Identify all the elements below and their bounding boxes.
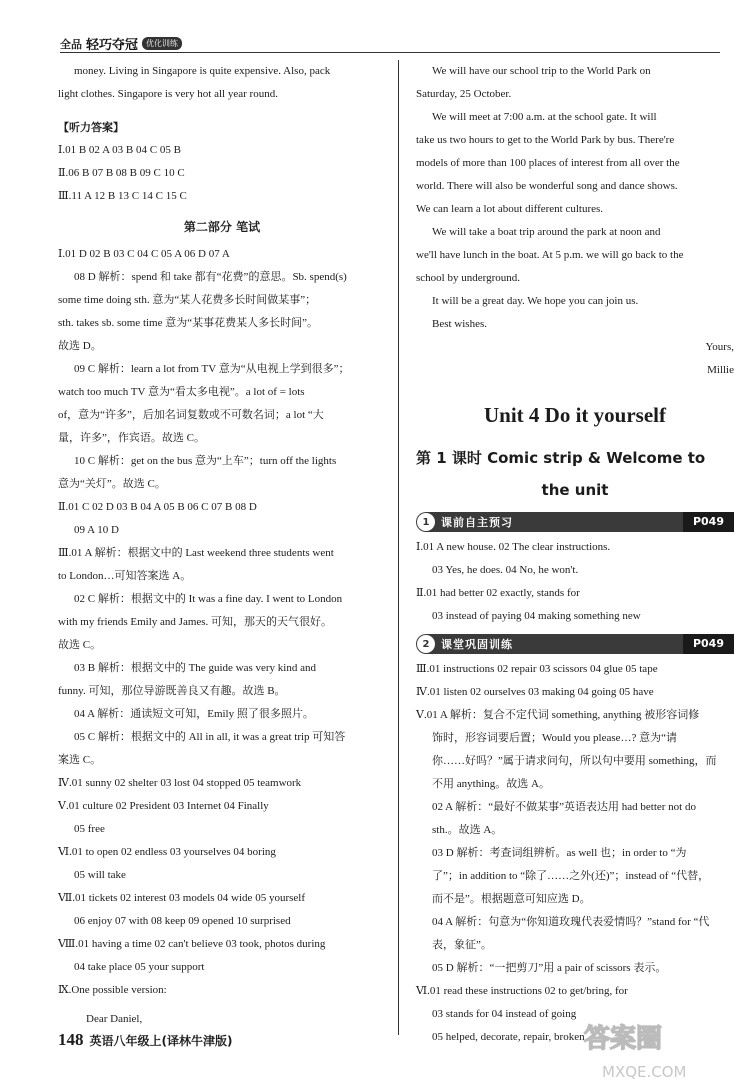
listening-answers-title: 【听力答案】 xyxy=(58,121,124,134)
answer-line: 04 take place 05 your support xyxy=(74,961,205,973)
answer-line: 03 stands for 04 instead of going xyxy=(432,1008,577,1020)
answer-line: 04 A 解析：句意为“你知道玫瑰代表爱情吗？”stand for “代 xyxy=(432,916,710,928)
answer-line: Ⅱ.01 C 02 D 03 B 04 A 05 B 06 C 07 B 08 D xyxy=(58,501,257,513)
answer-line: 10 C 解析：get on the bus 意为“上车”；turn off the lights xyxy=(74,455,337,467)
page-footer xyxy=(58,1030,232,1050)
answer-line: 而不是”。根据题意可知应选 D。 xyxy=(432,893,591,905)
answer-line: 02 A 解析：“最好不做某事”英语表达用 had better not do xyxy=(432,801,696,813)
answer-line: Ⅰ.01 D 02 B 03 C 04 C 05 A 06 D 07 A xyxy=(58,248,230,260)
letter-line: school by underground. xyxy=(416,272,520,284)
banner-number: 1 xyxy=(417,513,435,531)
answer-line: 不用 anything。故选 A。 xyxy=(432,778,550,790)
letter-line: Saturday, 25 October. xyxy=(416,88,512,100)
letter-line: We will meet at 7:00 a.m. at the school gate. It will xyxy=(432,111,657,123)
answer-line: Ⅳ.01 sunny 02 shelter 03 lost 04 stopped 05 teamwork xyxy=(58,777,302,789)
listening-line: Ⅱ.06 B 07 B 08 B 09 C 10 C xyxy=(58,167,185,179)
answer-line: 03 instead of paying 04 making something new xyxy=(432,610,641,622)
answer-line: Ⅲ.01 A 解析：根据文中的 Last weekend three students went xyxy=(58,547,334,559)
answer-line: 故选 C。 xyxy=(58,639,102,651)
answer-line: 03 D 解析：考查词组辨析。as well 也；in order to “为 xyxy=(432,847,687,859)
watermark-url: MXQE.COM xyxy=(602,1063,687,1081)
answer-line: 案选 C。 xyxy=(58,754,102,766)
answer-line: 表，象征”。 xyxy=(432,939,492,951)
letter-signature: Millie xyxy=(707,364,734,376)
letter-line: We will take a boat trip around the park at noon and xyxy=(432,226,661,238)
answer-line: 09 A 10 D xyxy=(74,524,119,536)
answer-line: Ⅷ.01 having a time 02 can't believe 03 took, photos during xyxy=(58,938,326,950)
answer-line: Ⅶ.01 tickets 02 interest 03 models 04 wide 05 yourself xyxy=(58,892,305,904)
listening-line: Ⅲ.11 A 12 B 13 C 14 C 15 C xyxy=(58,190,187,202)
left-column xyxy=(58,60,386,1031)
logo-text: 轻巧夺冠 xyxy=(86,38,139,53)
letter-line: We will have our school trip to the World Park on xyxy=(432,65,651,77)
answer-line: 02 C 解析：根据文中的 It was a fine day. I went to London xyxy=(74,593,343,605)
answer-line: 05 C 解析：根据文中的 All in all, it was a great trip 可知答 xyxy=(74,731,346,743)
column-divider xyxy=(398,60,399,1035)
intro-line: light clothes. Singapore is very hot all year round. xyxy=(58,88,278,100)
letter-line: we'll have lunch in the boat. At 5 p.m. we will go back to the xyxy=(416,249,684,261)
listening-line: Ⅰ.01 B 02 A 03 B 04 C 05 B xyxy=(58,144,181,156)
letter-line: It will be a great day. We hope you can join us. xyxy=(432,295,639,307)
letter-closing: Yours, xyxy=(705,341,734,353)
section-banner-practice xyxy=(416,634,734,654)
answer-line: to London…可知答案选 A。 xyxy=(58,570,192,582)
logo-badge: 优化训练 xyxy=(142,37,182,50)
answer-line: 03 B 解析：根据文中的 The guide was very kind and xyxy=(74,662,316,674)
answer-line: Ⅵ.01 to open 02 endless 03 yourselves 04 boring xyxy=(58,846,276,858)
answer-line: Ⅵ.01 read these instructions 02 to get/bring, for xyxy=(416,985,628,997)
lesson-title: 第 1 课时 Comic strip & Welcome to xyxy=(416,449,706,467)
answer-line: 05 will take xyxy=(74,869,126,881)
answer-line: 06 enjoy 07 with 08 keep 09 opened 10 surprised xyxy=(74,915,291,927)
answer-line: sth.。故选 A。 xyxy=(432,824,503,836)
answer-line: funny. 可知，那位导游既善良又有趣。故选 B。 xyxy=(58,685,286,697)
part2-title: 第二部分 笔试 xyxy=(183,220,261,234)
letter-line: take us two hours to get to the World Park by bus. There're xyxy=(416,134,675,146)
logo-mark: 全品 xyxy=(60,37,82,51)
letter-line: We can learn a lot about different cultures. xyxy=(416,203,604,215)
page-header xyxy=(0,0,750,56)
answer-line: 故选 D。 xyxy=(58,340,102,352)
intro-line: money. Living in Singapore is quite expensive. Also, pack xyxy=(74,65,331,77)
answer-line: 05 helped, decorate, repair, broken xyxy=(432,1031,585,1043)
page-number: 148 xyxy=(58,1030,84,1049)
answer-line: Ⅳ.01 listen 02 ourselves 03 making 04 going 05 have xyxy=(416,686,654,698)
answer-line: 了”；in addition to “除了……之外(还)”；instead of “代替， xyxy=(432,870,710,882)
answer-line: with my friends Emily and James. 可知，那天的天气很好。 xyxy=(58,616,333,628)
answer-line: 05 free xyxy=(74,823,105,835)
brand-logo xyxy=(60,34,182,53)
answer-line: Ⅲ.01 instructions 02 repair 03 scissors 04 glue 05 tape xyxy=(416,663,658,675)
answer-line: 意为“关灯”。故选 C。 xyxy=(58,478,166,490)
answer-line: 03 Yes, he does. 04 No, he won't. xyxy=(432,564,579,576)
letter-line: world. There will also be wonderful song and dance shows. xyxy=(416,180,678,192)
book-title: 英语八年级上(译林牛津版) xyxy=(89,1034,233,1048)
answer-line: Ⅸ.One possible version: xyxy=(58,984,167,996)
answer-line: 饰时，形容词要后置；Would you please…? 意为“请 xyxy=(432,732,678,744)
letter-line: models of more than 100 places of interest from all over the xyxy=(416,157,680,169)
banner-page-ref: P049 xyxy=(683,512,734,532)
answer-line: 你……好吗？”属于请求问句，所以句中要用 something，而 xyxy=(432,755,717,767)
answer-line: 09 C 解析：learn a lot from TV 意为“从电视上学到很多”； xyxy=(74,363,350,375)
answer-line: 04 A 解析：通读短文可知，Emily 照了很多照片。 xyxy=(74,708,314,720)
answer-line: Ⅴ.01 culture 02 President 03 Internet 04 Finally xyxy=(58,800,269,812)
answer-line: 量，许多”，作宾语。故选 C。 xyxy=(58,432,205,444)
answer-line: sth. takes sb. some time 意为“某事花费某人多长时间”。 xyxy=(58,317,319,329)
right-column xyxy=(416,60,734,1049)
answer-line: 05 D 解析：“一把剪刀”用 a pair of scissors 表示。 xyxy=(432,962,667,974)
letter-greeting: Dear Daniel, xyxy=(86,1013,143,1025)
header-divider xyxy=(60,52,720,53)
banner-label: 课前自主预习 xyxy=(441,515,513,529)
letter-line: Best wishes. xyxy=(432,318,487,330)
answer-line: Ⅱ.01 had better 02 exactly, stands for xyxy=(416,587,580,599)
answer-line: watch too much TV 意为“看太多电视”。a lot of = lots xyxy=(58,386,305,398)
section-banner-preview xyxy=(416,512,734,532)
answer-line: some time doing sth. 意为“某人花费多长时间做某事”； xyxy=(58,294,317,306)
answer-line: of，意为“许多”，后加名词复数或不可数名词；a lot “大 xyxy=(58,409,324,421)
answer-line: Ⅰ.01 A new house. 02 The clear instructions. xyxy=(416,541,611,553)
answer-line: Ⅴ.01 A 解析：复合不定代词 something, anything 被形容词修 xyxy=(416,709,700,721)
answer-line: 08 D 解析：spend 和 take 都有“花费”的意思。Sb. spend(s) xyxy=(74,271,347,283)
lesson-title-continued: the unit xyxy=(541,481,609,499)
watermark-text: 答案圈 xyxy=(584,1024,663,1054)
banner-label: 课堂巩固训练 xyxy=(441,637,513,651)
banner-number: 2 xyxy=(417,635,435,653)
watermark-logo xyxy=(580,1013,730,1085)
banner-page-ref: P049 xyxy=(683,634,734,654)
unit-title: Unit 4 Do it yourself xyxy=(484,403,666,427)
